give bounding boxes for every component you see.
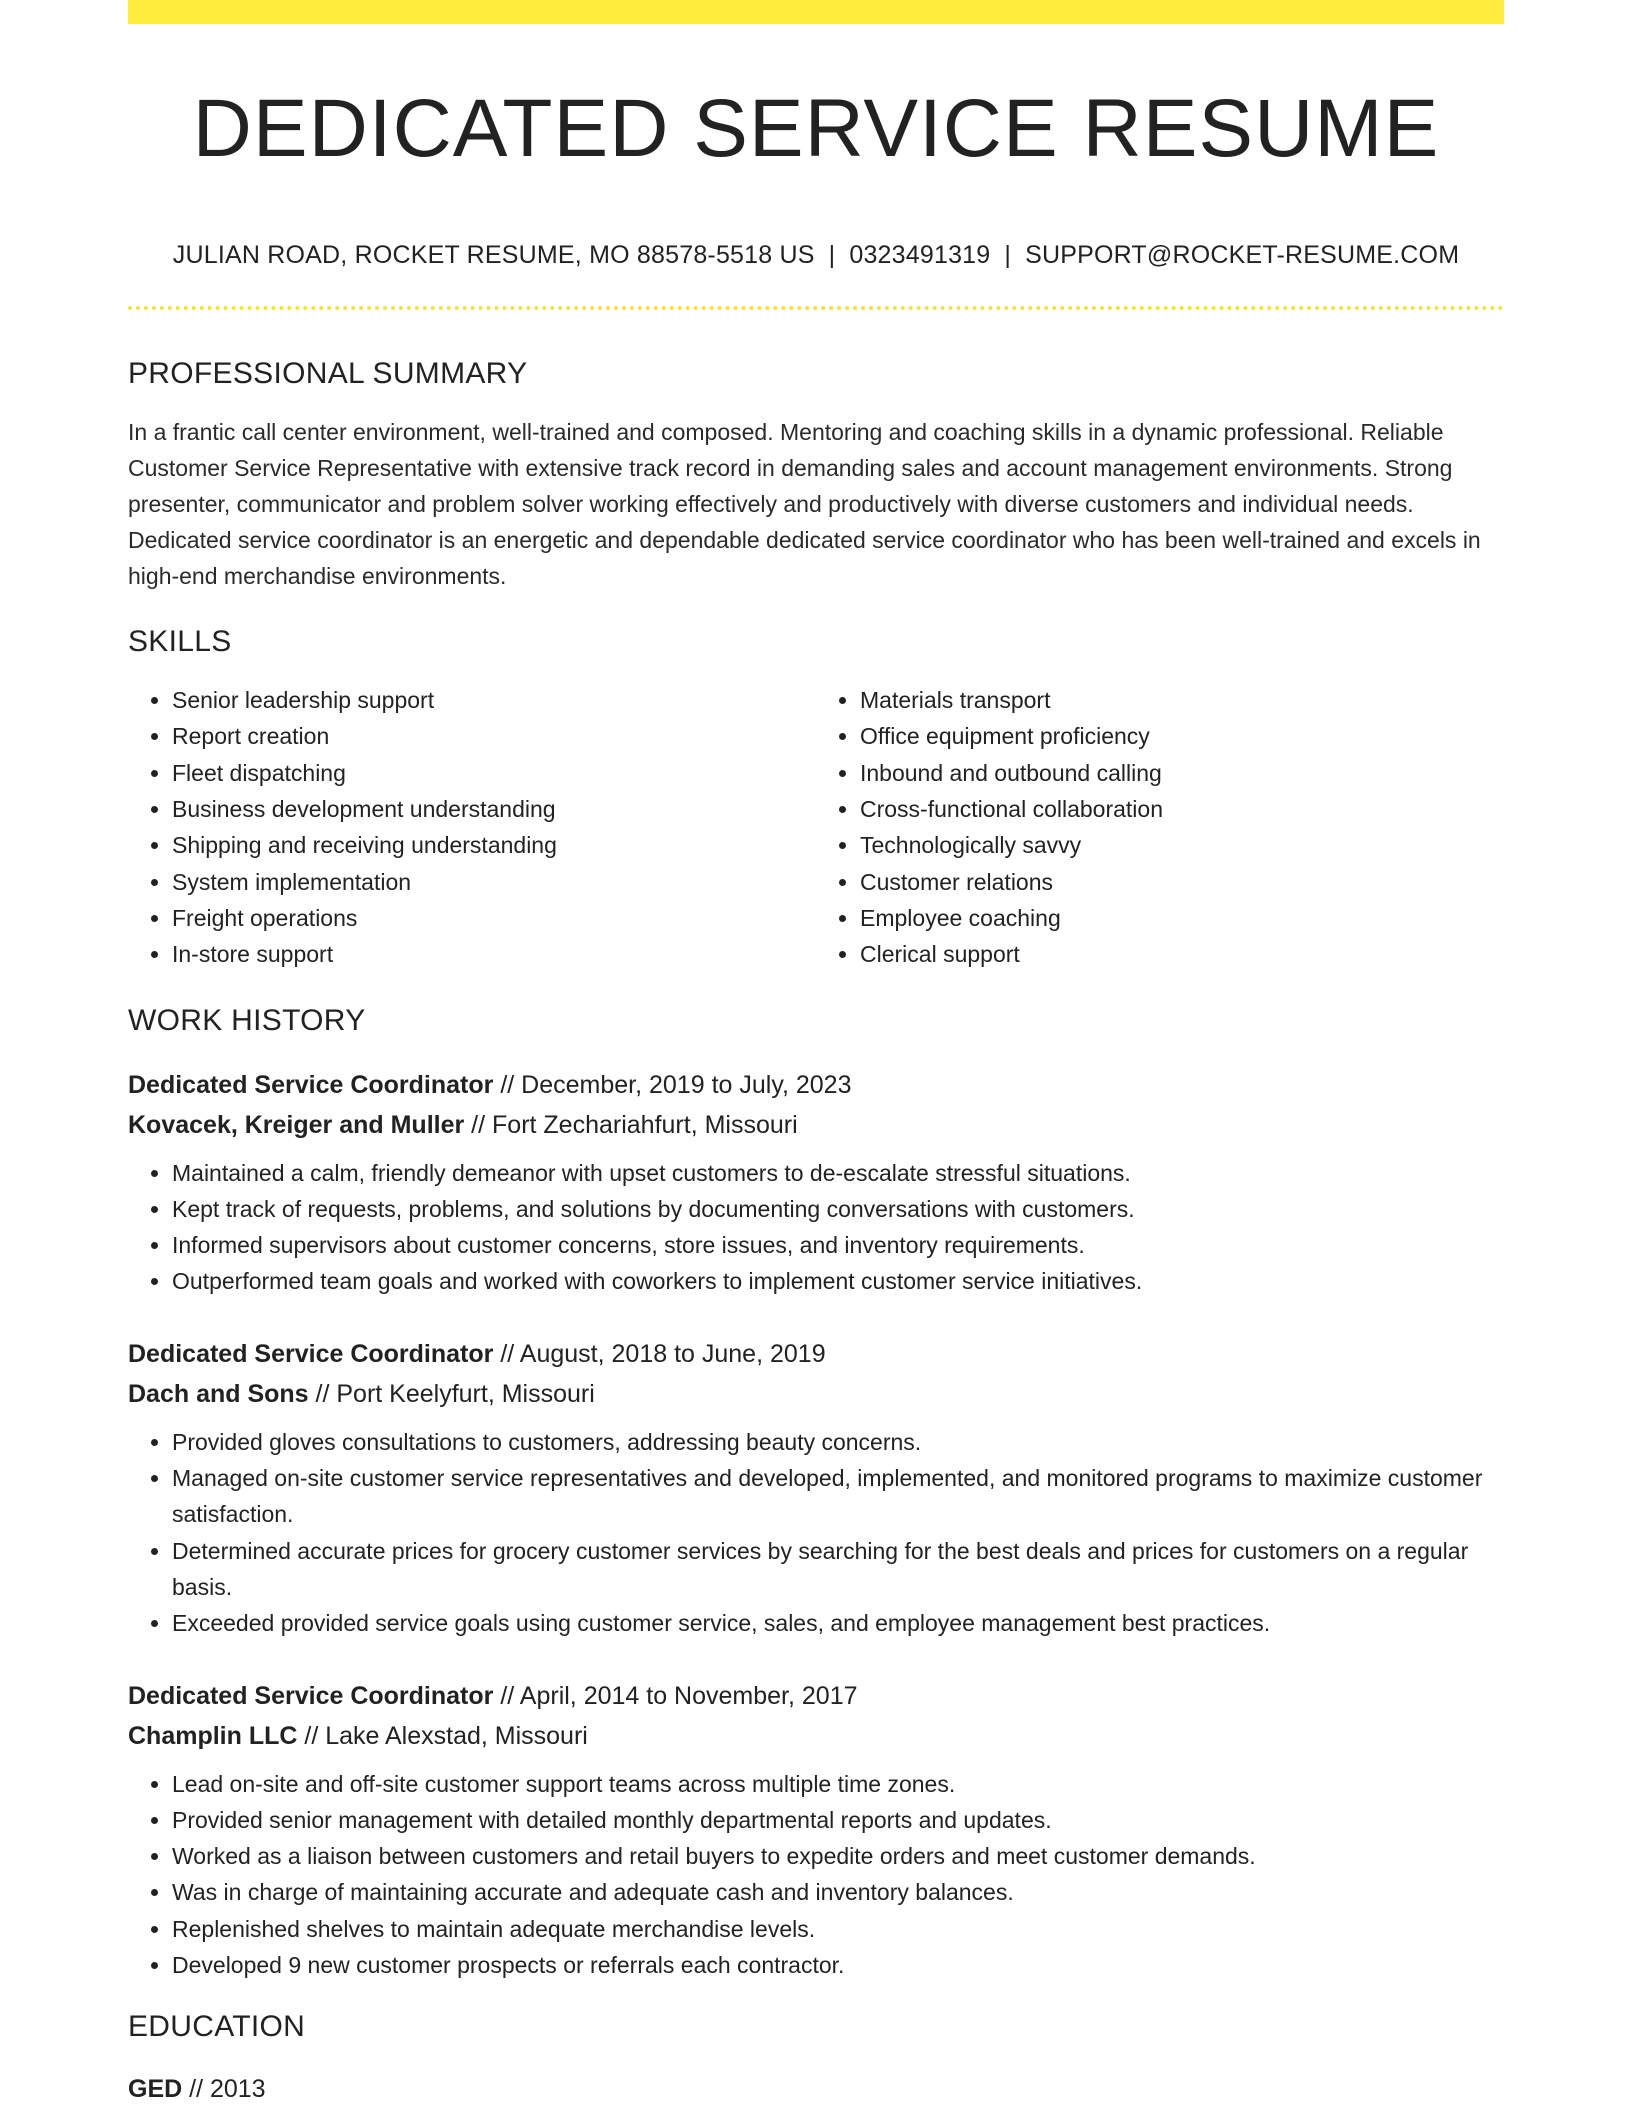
skill-item: • Cross-functional collaboration: [860, 791, 1504, 827]
work-history-heading: WORK HISTORY: [128, 1003, 366, 1037]
skill-item: • Shipping and receiving understanding: [172, 827, 816, 863]
job-bullet: • Worked as a liaison between customers and retail buyers to expedite orders and meet customer demands.: [172, 1838, 1504, 1874]
summary-heading: PROFESSIONAL SUMMARY: [128, 357, 528, 391]
contact-line: [128, 240, 1504, 270]
contact-separator: |: [828, 241, 836, 270]
job-entry: [128, 1676, 1504, 1984]
job-company: Champlin LLC: [128, 1721, 298, 1750]
skill-item: • Clerical support: [860, 936, 1504, 972]
job-bullet: • Informed supervisors about customer concerns, store issues, and inventory requirements.: [172, 1227, 1504, 1263]
skill-item: • Materials transport: [860, 682, 1504, 718]
job-title-line: [128, 1065, 1504, 1105]
job-company: Dach and Sons: [128, 1379, 309, 1408]
job-bullet: • Lead on-site and off-site customer support teams across multiple time zones.: [172, 1766, 1504, 1802]
skill-item: • Office equipment proficiency: [860, 718, 1504, 754]
skill-item: • System implementation: [172, 864, 816, 900]
job-dates: // December, 2019 to July, 2023: [493, 1070, 852, 1099]
education-entry: [128, 2069, 1504, 2109]
job-bullet: • Determined accurate prices for grocery customer services by searching for the best deals and prices for customers on a regular basis.: [172, 1533, 1504, 1606]
skill-item: • Customer relations: [860, 864, 1504, 900]
resume-page: [128, 0, 1504, 2109]
skill-item: • Employee coaching: [860, 900, 1504, 936]
skill-item: • Report creation: [172, 718, 816, 754]
accent-top-bar: [128, 0, 1504, 24]
job-title-line: [128, 1676, 1504, 1716]
summary-text: In a frantic call center environment, well-trained and composed. Mentoring and coaching skills in a dynamic professional. Reliable Customer Service Representative with extensive track record in demanding sales and account management environments. Strong presenter, communicator and problem solver working effectively and productively with diverse customers and individual needs. Dedicated service coordinator is an energetic and dependable dedicated service coordinator who has been well-trained and excels in high-end merchandise environments.: [128, 419, 1481, 590]
skill-item: • Senior leadership support: [172, 682, 816, 718]
job-bullets: [128, 1155, 1504, 1300]
contact-separator: |: [1004, 241, 1012, 270]
job-entry: [128, 1065, 1504, 1300]
contact-phone: 0323491319: [849, 241, 991, 270]
job-bullet: • Provided gloves consultations to customers, addressing beauty concerns.: [172, 1424, 1504, 1460]
skills-grid: [128, 682, 1504, 972]
job-bullet: • Was in charge of maintaining accurate and adequate cash and inventory balances.: [172, 1874, 1504, 1910]
skills-heading: SKILLS: [128, 625, 232, 659]
resume-name: DEDICATED SERVICE RESUME: [192, 83, 1440, 174]
job-bullet: • Maintained a calm, friendly demeanor with upset customers to de-escalate stressful situations.: [172, 1155, 1504, 1191]
job-location: // Fort Zechariahfurt, Missouri: [464, 1110, 798, 1139]
job-bullets: [128, 1766, 1504, 1984]
job-entry: [128, 1334, 1504, 1642]
job-dates: // August, 2018 to June, 2019: [493, 1339, 826, 1368]
skill-item: • Fleet dispatching: [172, 755, 816, 791]
skill-item: • Technologically savvy: [860, 827, 1504, 863]
job-company-line: [128, 1105, 1504, 1145]
job-bullet: • Managed on-site customer service representatives and developed, implemented, and monitored programs to maximize customer satisfaction.: [172, 1460, 1504, 1533]
job-position: Dedicated Service Coordinator: [128, 1681, 494, 1710]
job-position: Dedicated Service Coordinator: [128, 1070, 494, 1099]
contact-email: SUPPORT@ROCKET-RESUME.COM: [1025, 241, 1460, 270]
job-bullet: • Kept track of requests, problems, and solutions by documenting conversations with customers.: [172, 1191, 1504, 1227]
job-title-line: [128, 1334, 1504, 1374]
dotted-divider: [128, 306, 1504, 310]
job-location: // Lake Alexstad, Missouri: [297, 1721, 588, 1750]
job-location: // Port Keelyfurt, Missouri: [308, 1379, 595, 1408]
job-position: Dedicated Service Coordinator: [128, 1339, 494, 1368]
job-bullets: [128, 1424, 1504, 1642]
education-degree: GED: [128, 2075, 183, 2104]
job-bullet: • Exceeded provided service goals using customer service, sales, and employee management best practices.: [172, 1605, 1504, 1641]
job-bullet: • Outperformed team goals and worked with coworkers to implement customer service initiatives.: [172, 1263, 1504, 1299]
job-company: Kovacek, Kreiger and Muller: [128, 1110, 465, 1139]
education-year: // 2013: [182, 2075, 266, 2104]
skill-item: • In-store support: [172, 936, 816, 972]
job-dates: // April, 2014 to November, 2017: [493, 1681, 858, 1710]
contact-address: JULIAN ROAD, ROCKET RESUME, MO 88578-5518 US: [172, 241, 815, 270]
job-company-line: [128, 1374, 1504, 1414]
skills-column-left: [128, 682, 816, 972]
education-heading: EDUCATION: [128, 2010, 306, 2044]
job-bullet: • Replenished shelves to maintain adequate merchandise levels.: [172, 1911, 1504, 1947]
skill-item: • Freight operations: [172, 900, 816, 936]
job-bullet: • Developed 9 new customer prospects or referrals each contractor.: [172, 1947, 1504, 1983]
job-company-line: [128, 1716, 1504, 1756]
job-bullet: • Provided senior management with detailed monthly departmental reports and updates.: [172, 1802, 1504, 1838]
skills-column-right: [816, 682, 1504, 972]
skill-item: • Business development understanding: [172, 791, 816, 827]
skill-item: • Inbound and outbound calling: [860, 755, 1504, 791]
